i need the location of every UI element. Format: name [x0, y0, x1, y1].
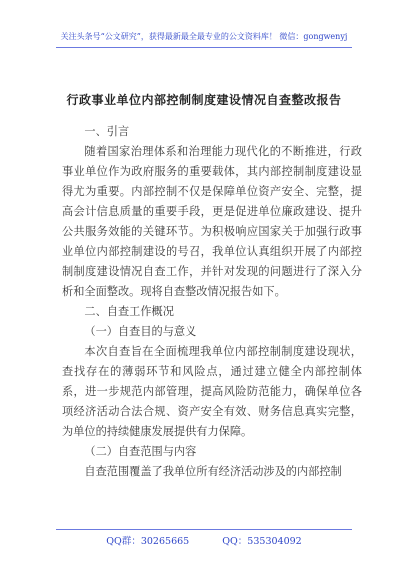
page-header-banner: 关注头条号“公文研究”，获得最新最全最专业的公文资料库！ 微信：gongwenyj — [60, 32, 348, 41]
header-divider — [56, 47, 352, 48]
page-footer — [0, 533, 408, 547]
section-heading-overview: 二、自查工作概况 — [84, 305, 174, 318]
purpose-paragraph: 本次自查旨在全面梳理我单位内部控制制度建设现状，查找存在的薄弱环节和风险点，通过建立健全内部控制体系，进一步规范内部管理，提高风险防范能力，确保单位各项经济活动合法合规、资产安全有效、财务信息真实完整，为单位的持续健康发展提供有力保障。 — [62, 345, 362, 438]
footer-qq-contact: QQ：535304092 — [222, 536, 302, 547]
section-heading-introduction: 一、引言 — [84, 125, 130, 138]
subsection-heading-scope: （二）自查范围与内容 — [84, 445, 197, 458]
introduction-paragraph: 随着国家治理体系和治理能力现代化的不断推进，行政事业单位作为政府服务的重要载体，其内部控制制度建设显得尤为重要。内部控制不仅是保障单位资产安全、完整，提高会计信息质量的重要手段，更是促进单位廉政建设、提升公共服务效能的关键环节。为积极响应国家关于加强行政事业单位内部控制建设的号召，我单位认真组织开展了内部控制制度建设情况自查工作，并针对发现的问题进行了深入分析和全面整改。现将自查整改情况报告如下。 — [62, 145, 362, 298]
document-body — [62, 118, 362, 482]
scope-paragraph: 自查范围覆盖了我单位所有经济活动涉及的内部控制 — [84, 465, 342, 478]
subsection-heading-purpose: （一）自查目的与意义 — [84, 325, 197, 338]
footer-qq-group: QQ群：30265665 — [106, 536, 190, 547]
footer-divider — [56, 529, 352, 530]
document-title: 行政事业单位内部控制制度建设情况自查整改报告 — [66, 93, 342, 107]
